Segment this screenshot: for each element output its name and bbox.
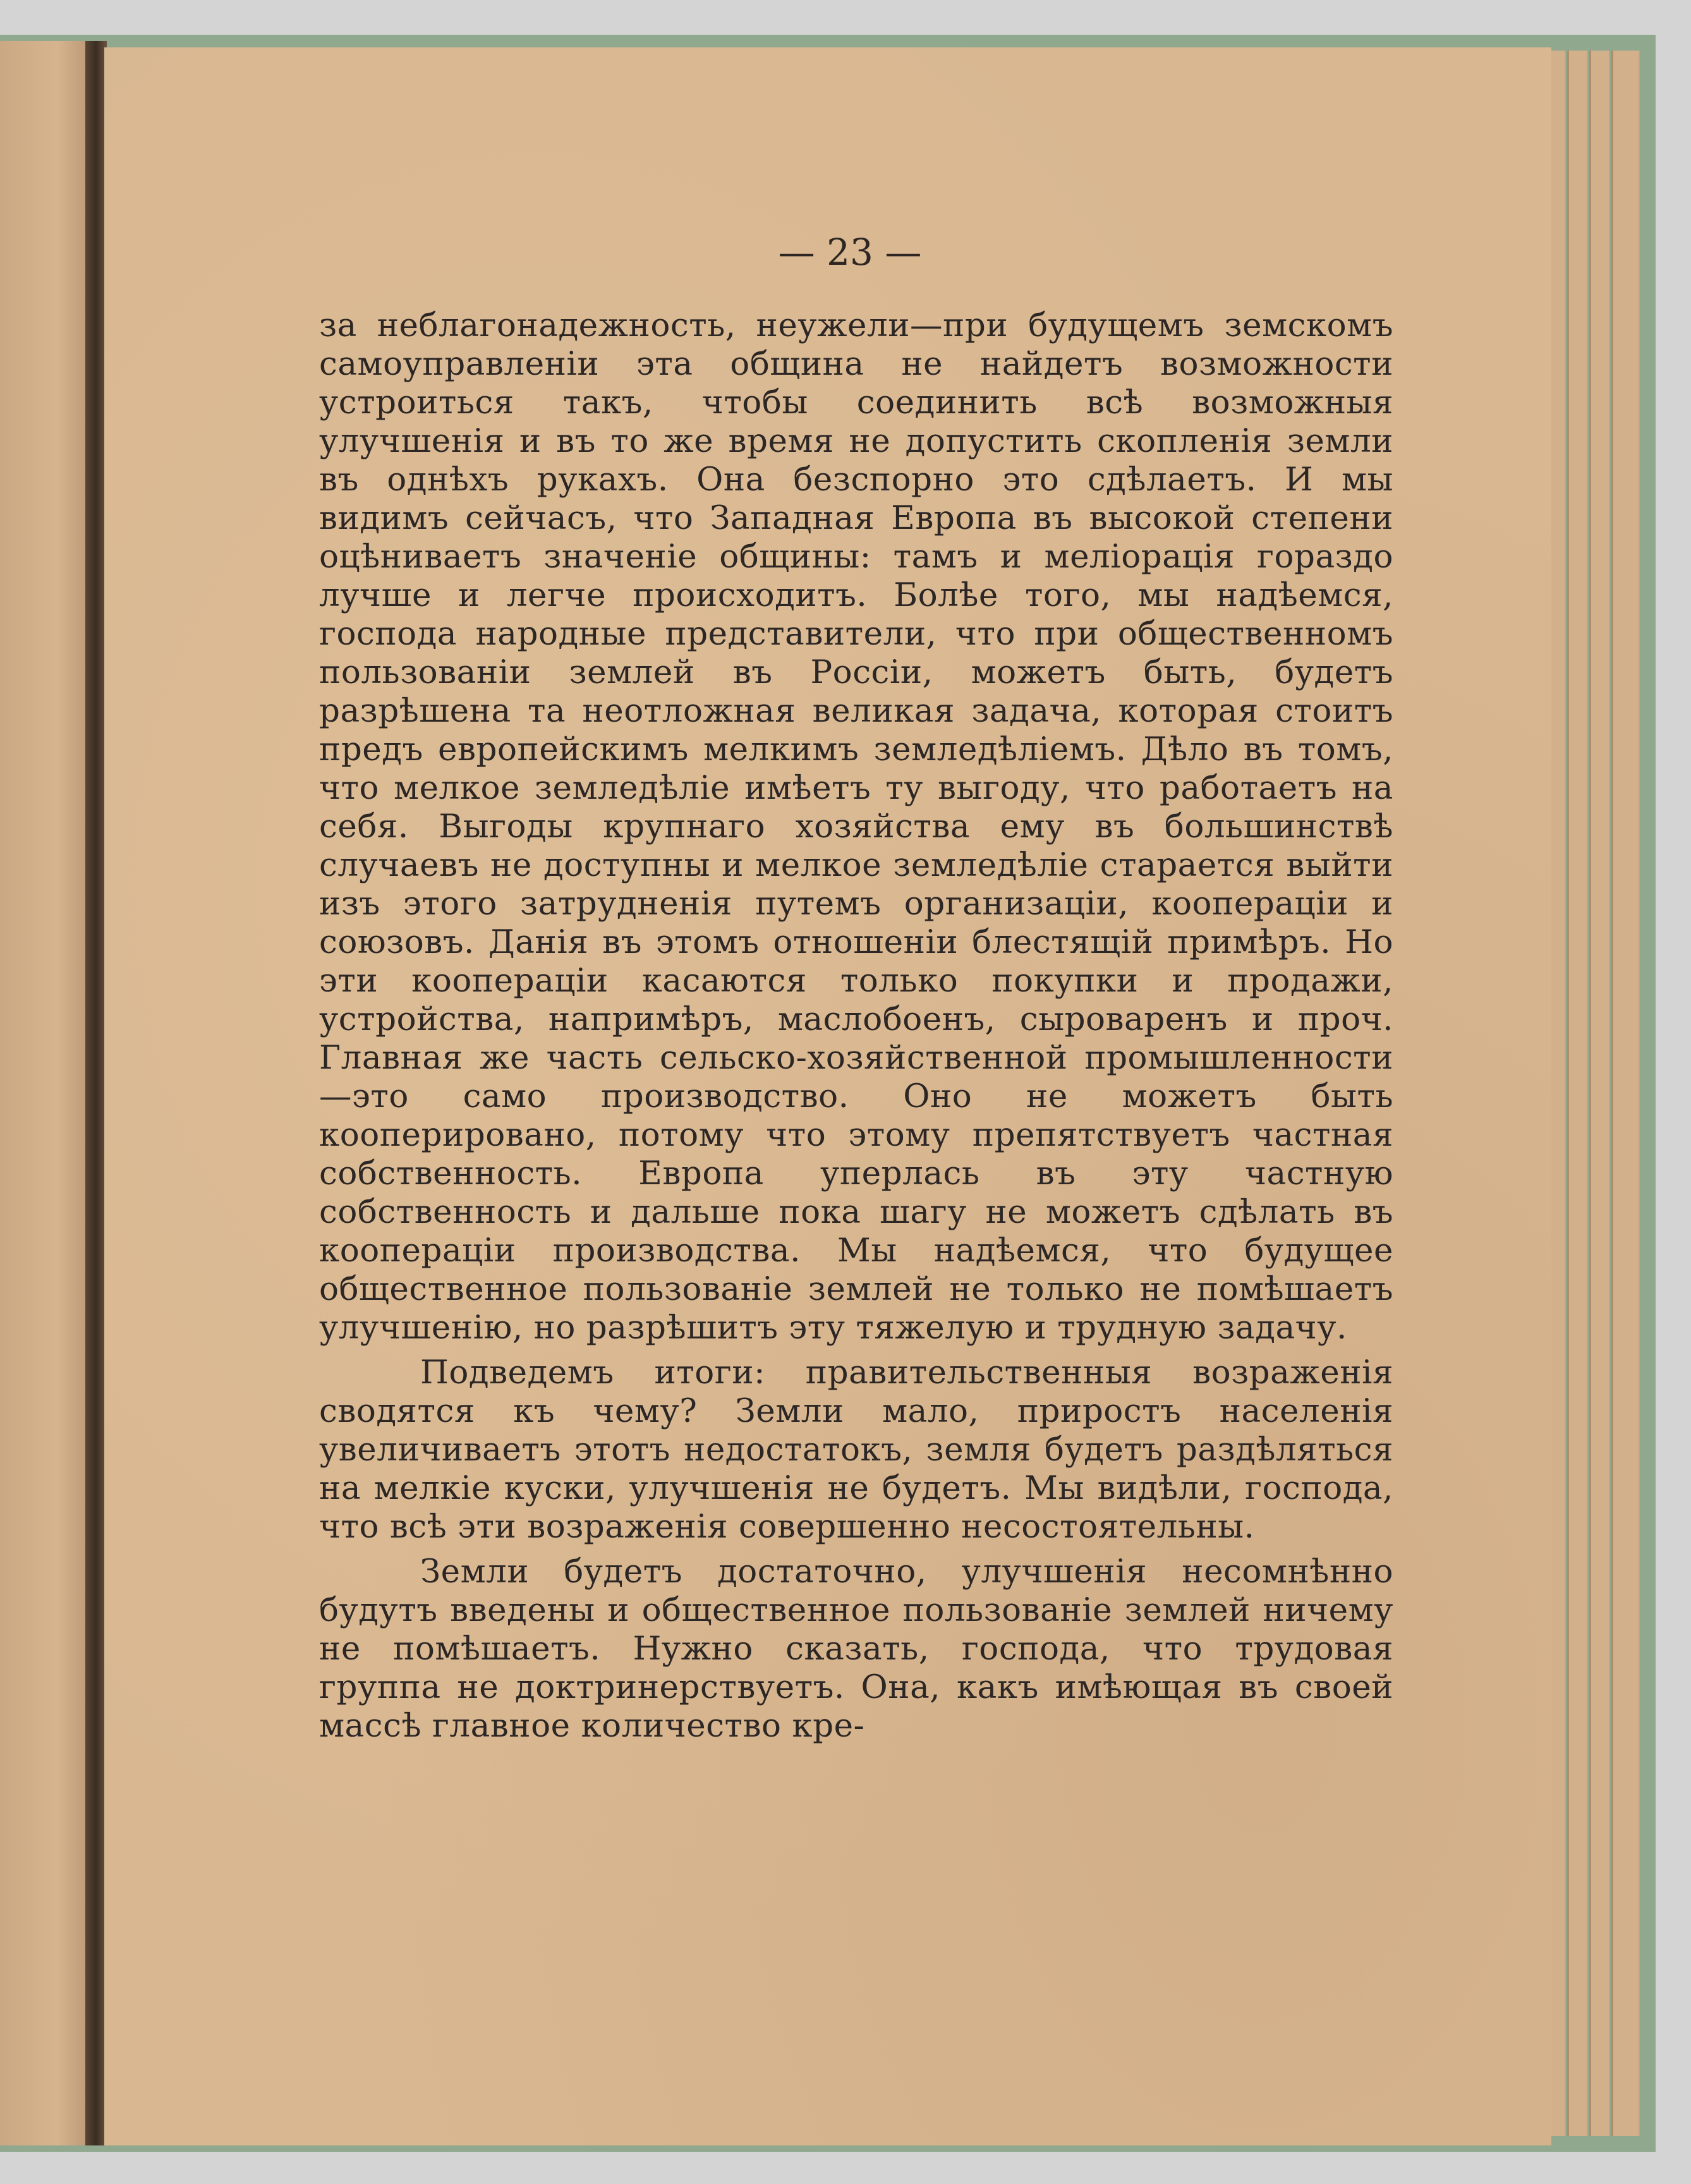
- paragraph: за неблагонадежность, неужели—при будущемъ земскомъ самоуправленіи эта община не найдетъ возможности устроиться такъ, чтобы соединить всѣ возможныя улучшенія и въ то же время не допустить скопленія земли въ однѣхъ рукахъ. Она безспорно это сдѣлаетъ. И мы видимъ сейчасъ, что Западная Европа въ высокой степени оцѣниваетъ значеніе общины: тамъ и меліорація гораздо лучше и легче происходитъ. Болѣе того, мы надѣемся, господа народные представители, что при общественномъ пользованіи землей въ Россіи, можетъ быть, будетъ разрѣшена та неотложная великая задача, которая стоитъ предъ европейскимъ мелкимъ земледѣліемъ. Дѣло въ томъ, что мелкое земледѣліе имѣетъ ту выгоду, что работаетъ на себя. Выгоды крупнаго хозяйства ему въ большинствѣ случаевъ не доступны и мелкое земледѣліе старается выйти изъ этого затрудненія путемъ организаціи, коопераціи и союзовъ. Данія въ этомъ отношеніи блестящій примѣръ. Но эти коопераціи касаются только покупки и продажи, устройства, напримѣръ, маслобоенъ, сыроваренъ и проч. Главная же часть сельско-хозяйственной промышленности—это само производство. Оно не можетъ быть кооперировано, потому что этому препятствуетъ частная собственность. Европа уперлась въ эту частную собственность и дальше пока шагу не можетъ сдѣлать въ коопераціи производства. Мы надѣемся, что будущее общественное пользованіе землей не только не помѣшаетъ улучшенію, но разрѣшитъ эту тяжелую и трудную задачу.: [319, 306, 1393, 1347]
- page-edge: [1611, 51, 1640, 2136]
- book-gutter: [85, 41, 107, 2145]
- paragraph: Подведемъ итоги: правительственныя возраженія сводятся къ чему? Земли мало, приростъ населенія увеличиваетъ этотъ недостатокъ, земля будетъ раздѣляться на мелкіе куски, улучшенія не будетъ. Мы видѣли, господа, что всѣ эти возраженія совершенно несостоятельны.: [319, 1354, 1393, 1546]
- left-page-edge: [0, 41, 95, 2145]
- book-page: [104, 47, 1551, 2145]
- body-text: [319, 306, 1393, 1745]
- paragraph: Земли будетъ достаточно, улучшенія несомнѣнно будутъ введены и общественное пользованіе землей ничему не помѣшаетъ. Нужно сказать, господа, что трудовая группа не доктринерствуетъ. Она, какъ имѣющая въ своей массѣ главное количество кре-: [319, 1553, 1393, 1745]
- page-number: — 23 —: [778, 231, 922, 274]
- page-edge: [1589, 51, 1610, 2136]
- page-edge: [1567, 51, 1588, 2136]
